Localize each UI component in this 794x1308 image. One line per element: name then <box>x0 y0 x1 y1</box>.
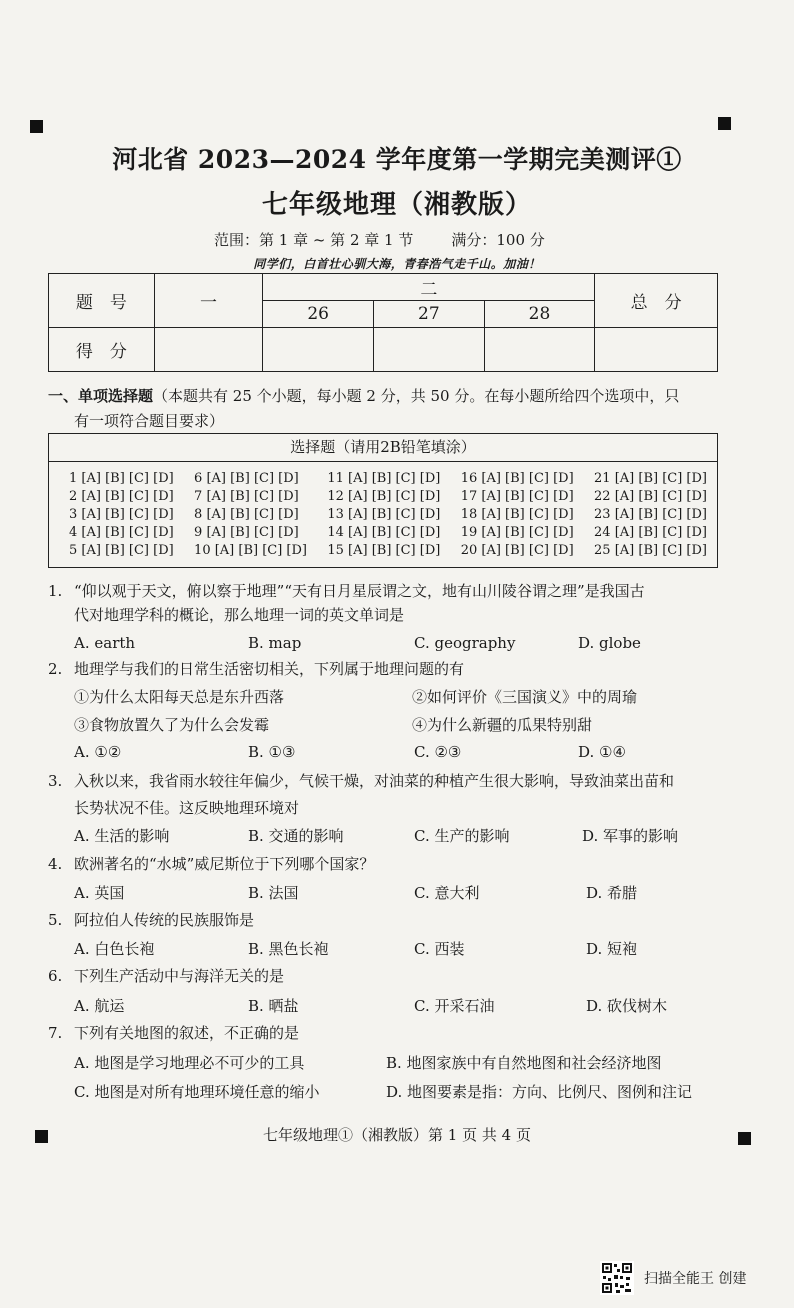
question-5 <box>48 909 254 930</box>
answer-row[interactable]: 2 [A] [B] [C] [D] <box>69 489 174 504</box>
answer-column-3 <box>327 470 440 560</box>
question-number: 1. <box>48 582 63 600</box>
col-q28: 28 <box>484 301 595 328</box>
question-number: 3. <box>48 772 63 790</box>
page-footer: 七年级地理①（湘教版）第 1 页 共 4 页 <box>263 1126 531 1144</box>
q5-option-c[interactable]: C. 西装 <box>414 940 465 958</box>
answer-row[interactable]: 24 [A] [B] [C] [D] <box>594 525 707 540</box>
answer-row[interactable]: 17 [A] [B] [C] [D] <box>460 489 574 504</box>
q6-option-d[interactable]: D. 砍伐树木 <box>586 997 668 1015</box>
question-1-line-2: 代对地理学科的概论，那么地理一词的英文单词是 <box>74 606 405 624</box>
question-7 <box>48 1022 299 1043</box>
score-table <box>48 273 718 372</box>
answer-row[interactable]: 21 [A] [B] [C] [D] <box>594 471 707 486</box>
q7-option-c[interactable]: C. 地图是对所有地理环境任意的缩小 <box>74 1083 320 1101</box>
question-text: 阿拉伯人传统的民族服饰是 <box>74 911 255 929</box>
q5-option-a[interactable]: A. 白色长袍 <box>74 940 155 958</box>
col-q27: 27 <box>374 301 485 328</box>
q6-option-a[interactable]: A. 航运 <box>74 997 125 1015</box>
section-one-desc-a: （本题共有 25 个小题，每小题 2 分，共 50 分。在每小题所给四个选项中，只 <box>153 387 680 405</box>
q3-option-c[interactable]: C. 生产的影响 <box>414 827 510 845</box>
answer-row[interactable]: 15 [A] [B] [C] [D] <box>327 543 441 558</box>
question-2 <box>48 658 464 679</box>
answer-row[interactable]: 13 [A] [B] [C] [D] <box>327 507 441 522</box>
answer-row[interactable]: 18 [A] [B] [C] [D] <box>460 507 574 522</box>
answer-row[interactable]: 20 [A] [B] [C] [D] <box>460 543 574 558</box>
exam-range <box>214 229 545 250</box>
answer-row[interactable]: 25 [A] [B] [C] [D] <box>594 543 707 558</box>
score-cell-26[interactable] <box>263 328 374 372</box>
col-total: 总 分 <box>595 274 718 328</box>
question-1 <box>48 580 645 601</box>
col-q26: 26 <box>263 301 374 328</box>
q7-option-b[interactable]: B. 地图家族中有自然地图和社会经济地图 <box>386 1054 662 1072</box>
answer-row[interactable]: 11 [A] [B] [C] [D] <box>327 471 441 486</box>
q2-option-c[interactable]: C. ②③ <box>414 743 462 761</box>
question-text: 下列有关地图的叙述，不正确的是 <box>74 1024 300 1042</box>
answer-row[interactable]: 10 [A] [B] [C] [D] <box>194 543 308 558</box>
q4-option-a[interactable]: A. 英国 <box>74 884 125 902</box>
q2-statement-2: ②如何评价《三国演义》中的周瑜 <box>412 688 638 706</box>
row-label-question-number: 题 号 <box>49 274 155 328</box>
question-3 <box>48 770 674 791</box>
col-part-one: 一 <box>154 274 263 328</box>
q2-option-b[interactable]: B. ①③ <box>248 743 296 761</box>
q6-option-b[interactable]: B. 晒盐 <box>248 997 299 1015</box>
q2-statement-1: ①为什么太阳每天总是东升西落 <box>74 688 285 706</box>
answer-row[interactable]: 9 [A] [B] [C] [D] <box>194 525 299 540</box>
answer-row[interactable]: 23 [A] [B] [C] [D] <box>594 507 707 522</box>
q7-option-d[interactable]: D. 地图要素是指：方向、比例尺、图例和注记 <box>386 1083 693 1101</box>
row-label-score: 得 分 <box>49 328 155 372</box>
question-number: 4. <box>48 855 63 873</box>
score-cell-28[interactable] <box>484 328 595 372</box>
q3-option-a[interactable]: A. 生活的影响 <box>74 827 170 845</box>
answer-row[interactable]: 3 [A] [B] [C] [D] <box>69 507 174 522</box>
answer-column-1 <box>69 470 174 560</box>
q1-option-c[interactable]: C. geography <box>414 634 516 652</box>
question-number: 7. <box>48 1024 63 1042</box>
question-number: 6. <box>48 967 63 985</box>
answer-row[interactable]: 8 [A] [B] [C] [D] <box>194 507 299 522</box>
motto: 同学们，白首壮心驯大海，青春浩气走千山。加油！ <box>253 257 541 271</box>
question-6 <box>48 965 284 986</box>
answer-sheet <box>48 433 718 568</box>
answer-row[interactable]: 22 [A] [B] [C] [D] <box>594 489 707 504</box>
col-part-two: 二 <box>263 274 595 301</box>
q1-option-d[interactable]: D. globe <box>578 634 641 652</box>
q3-option-d[interactable]: D. 军事的影响 <box>582 827 679 845</box>
answer-row[interactable]: 4 [A] [B] [C] [D] <box>69 525 174 540</box>
q4-option-c[interactable]: C. 意大利 <box>414 884 480 902</box>
q5-option-d[interactable]: D. 短袍 <box>586 940 638 958</box>
section-one-desc-b: 有一项符合题目要求） <box>74 412 225 430</box>
q1-option-a[interactable]: A. earth <box>74 634 136 652</box>
question-3-line-2: 长势状况不佳。这反映地理环境对 <box>74 799 300 817</box>
exam-title: 河北省 2023—2024 学年度第一学期完美测评① <box>112 145 682 174</box>
question-text: “仰以观于天文，俯以察于地理”“天有日月星辰谓之文，地有山川陵谷谓之理”是我国古 <box>74 582 645 600</box>
score-cell-one[interactable] <box>154 328 263 372</box>
answer-row[interactable]: 7 [A] [B] [C] [D] <box>194 489 299 504</box>
answer-row[interactable]: 14 [A] [B] [C] [D] <box>327 525 441 540</box>
answer-column-5 <box>594 470 707 560</box>
answer-column-2 <box>194 470 307 560</box>
score-cell-total[interactable] <box>595 328 718 372</box>
q2-statement-4: ④为什么新疆的瓜果特别甜 <box>412 716 593 734</box>
answer-row[interactable]: 16 [A] [B] [C] [D] <box>460 471 574 486</box>
answer-grid <box>69 470 707 560</box>
score-cell-27[interactable] <box>374 328 485 372</box>
q2-option-a[interactable]: A. ①② <box>74 743 122 761</box>
q7-option-a[interactable]: A. 地图是学习地理必不可少的工具 <box>74 1054 305 1072</box>
q1-option-b[interactable]: B. map <box>248 634 302 652</box>
question-number: 5. <box>48 911 63 929</box>
section-one-title: 一、单项选择题 <box>48 387 154 405</box>
answer-row[interactable]: 1 [A] [B] [C] [D] <box>69 471 174 486</box>
range-text: 范围：第 1 章 ~ 第 2 章 1 节 <box>214 231 414 249</box>
answer-row[interactable]: 12 [A] [B] [C] [D] <box>327 489 441 504</box>
question-text: 欧洲著名的“水城”威尼斯位于下列哪个国家？ <box>74 855 375 873</box>
answer-column-4 <box>461 470 574 560</box>
section-one-heading <box>48 384 738 434</box>
registration-mark-top-left <box>30 120 43 133</box>
exam-subtitle: 七年级地理（湘教版） <box>261 190 532 220</box>
scanner-watermark <box>600 1261 746 1295</box>
full-score: 满分：100 分 <box>451 231 545 249</box>
answer-row[interactable]: 6 [A] [B] [C] [D] <box>194 471 299 486</box>
question-text: 下列生产活动中与海洋无关的是 <box>74 967 285 985</box>
q2-option-d[interactable]: D. ①④ <box>578 743 626 761</box>
question-text: 入秋以来，我省雨水较往年偏少，气候干燥，对油菜的种植产生很大影响，导致油菜出苗和 <box>74 772 675 790</box>
answer-row[interactable]: 5 [A] [B] [C] [D] <box>69 543 174 558</box>
question-number: 2. <box>48 660 63 678</box>
qr-code-icon <box>600 1261 634 1295</box>
scanner-watermark-text: 扫描全能王 创建 <box>644 1271 747 1287</box>
q4-option-b[interactable]: B. 法国 <box>248 884 299 902</box>
q2-statement-3: ③食物放置久了为什么会发霉 <box>74 716 270 734</box>
q3-option-b[interactable]: B. 交通的影响 <box>248 827 344 845</box>
question-text: 地理学与我们的日常生活密切相关，下列属于地理问题的有 <box>74 660 465 678</box>
q6-option-c[interactable]: C. 开采石油 <box>414 997 495 1015</box>
q5-option-b[interactable]: B. 黑色长袍 <box>248 940 329 958</box>
registration-mark-top-right <box>718 117 731 130</box>
question-4 <box>48 853 374 874</box>
answer-sheet-header: 选择题（请用2B铅笔填涂） <box>49 434 717 462</box>
answer-row[interactable]: 19 [A] [B] [C] [D] <box>460 525 574 540</box>
q4-option-d[interactable]: D. 希腊 <box>586 884 638 902</box>
